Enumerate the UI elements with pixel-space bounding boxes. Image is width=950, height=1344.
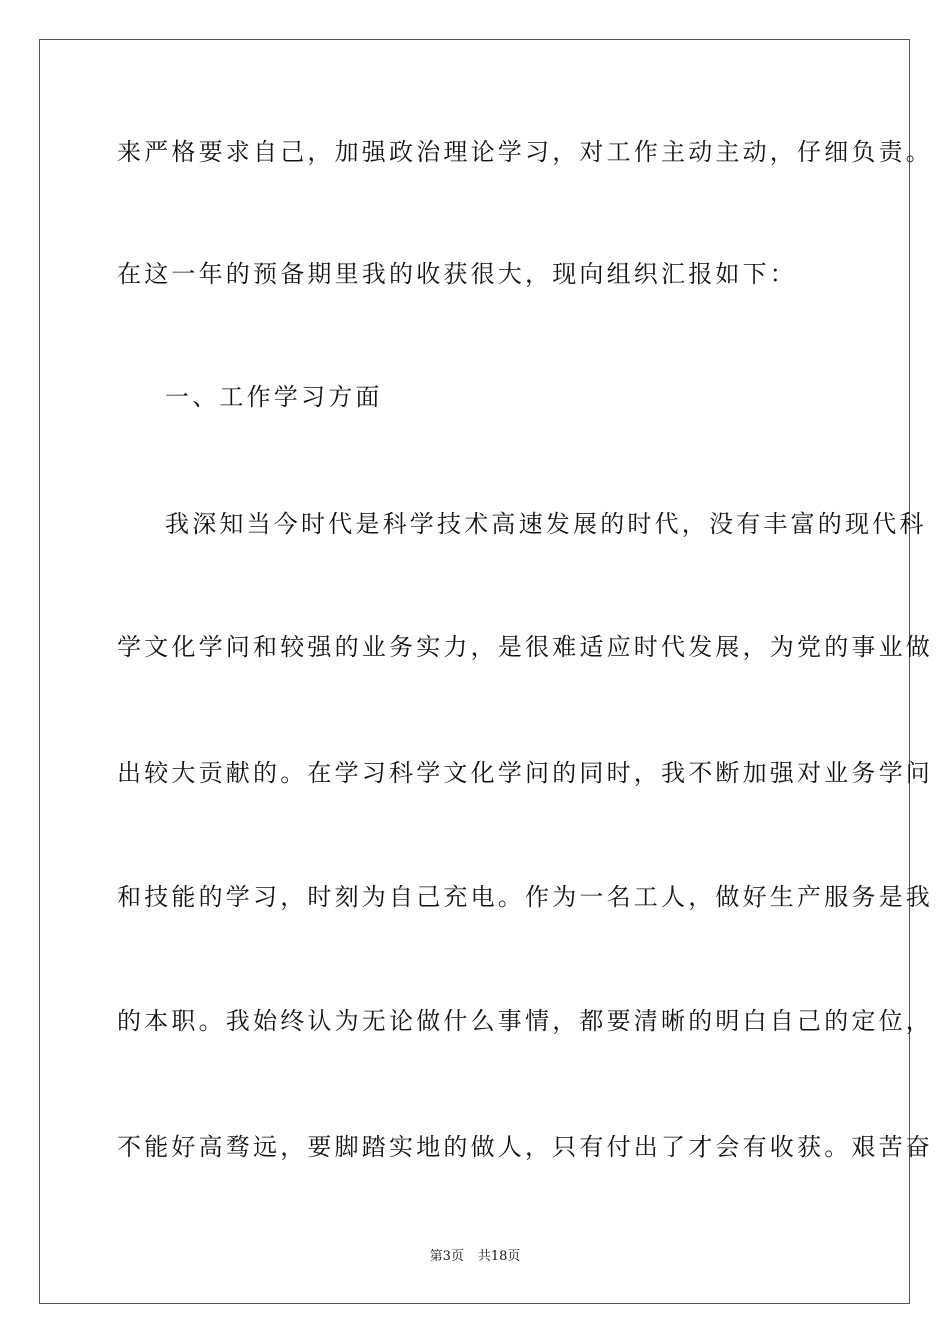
text-line-1: 来严格要求自己，加强政治理论学习，对工作主动主动，仔细负责。 xyxy=(117,138,933,166)
text-line-8: 的本职。我始终认为无论做什么事情，都要清晰的明白自己的定位， xyxy=(117,1007,933,1035)
text-line-6: 出较大贡献的。在学习科学文化学问的同时，我不断加强对业务学问 xyxy=(117,759,933,787)
text-line-5: 学文化学问和较强的业务实力，是很难适应时代发展，为党的事业做 xyxy=(117,633,933,661)
section-heading: 一、工作学习方面 xyxy=(165,383,383,411)
page-border xyxy=(39,39,933,1304)
text-line-7: 和技能的学习，时刻为自己充电。作为一名工人，做好生产服务是我 xyxy=(117,883,933,911)
text-line-9: 不能好高骛远，要脚踏实地的做人，只有付出了才会有收获。艰苦奋 xyxy=(117,1133,933,1161)
page-number-total: 共18页 xyxy=(477,1249,521,1264)
page-number-current: 第3页 xyxy=(429,1249,464,1264)
text-line-4: 我深知当今时代是科学技术高速发展的时代，没有丰富的现代科 xyxy=(165,510,927,538)
page-footer xyxy=(0,1248,950,1266)
text-line-2: 在这一年的预备期里我的收获很大，现向组织汇报如下： xyxy=(117,260,797,288)
